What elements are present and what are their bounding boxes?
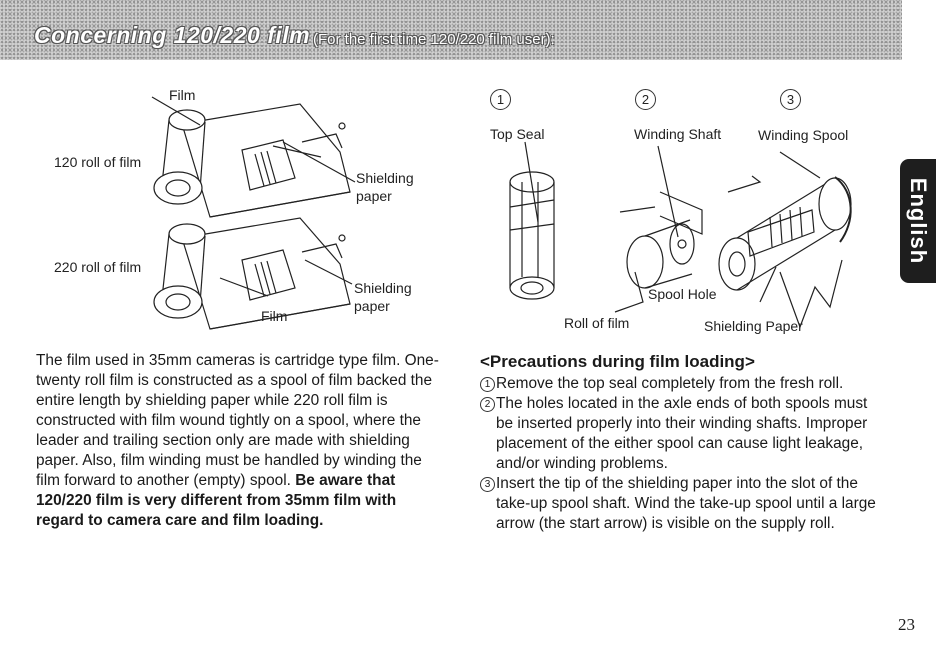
language-tab-label: English bbox=[906, 177, 931, 265]
label-shielding-1b: paper bbox=[356, 188, 392, 204]
label-spool-hole: Spool Hole bbox=[648, 286, 717, 302]
precaution-number: 1 bbox=[480, 377, 495, 392]
label-shielding-2a: Shielding bbox=[354, 280, 412, 296]
step-number-1: 1 bbox=[490, 89, 511, 110]
label-winding-shaft: Winding Shaft bbox=[634, 126, 722, 142]
film-roll-illustration bbox=[50, 82, 430, 337]
precaution-number: 2 bbox=[480, 397, 495, 412]
step-number-3: 3 bbox=[780, 89, 801, 110]
label-shielding-paper: Shielding Paper bbox=[704, 318, 803, 334]
section-header bbox=[0, 0, 902, 60]
precaution-number: 3 bbox=[480, 477, 495, 492]
intro-text: The film used in 35mm cameras is cartridge type film. One-twenty roll film is constructed as a spool of film backed the entire length by shielding paper while 220 roll film is constructed with film wound tightly on a spool, where the leader and trailing section only are made with shielding paper. Also, film winding must be handled by winding the film forward to another (empty) spool. bbox=[36, 352, 439, 489]
label-roll-of-film: Roll of film bbox=[564, 315, 630, 331]
intro-paragraph bbox=[36, 351, 448, 531]
section-subtitle: (For the first time 120/220 film user): bbox=[313, 31, 555, 48]
label-top-seal: Top Seal bbox=[490, 126, 545, 142]
label-220-roll: 220 roll of film bbox=[54, 259, 142, 275]
precaution-text: Remove the top seal completely from the fresh roll. bbox=[496, 375, 844, 392]
intro-emphasis: Be aware that 120/220 film is very different from 35mm film with regard to camera care and film loading. bbox=[36, 472, 397, 529]
loading-steps-illustration bbox=[480, 82, 870, 347]
step-number-2: 2 bbox=[635, 89, 656, 110]
label-shielding-2b: paper bbox=[354, 298, 390, 314]
loading-steps-drawing bbox=[480, 82, 870, 342]
language-tab bbox=[900, 159, 936, 283]
precautions-heading: <Precautions during film loading> bbox=[480, 352, 755, 371]
label-120-roll: 120 roll of film bbox=[54, 154, 142, 170]
label-film-top: Film bbox=[169, 87, 196, 103]
precaution-item bbox=[480, 374, 885, 394]
precaution-text: The holes located in the axle ends of both spools must be inserted properly into their winding shafts. Improper placement of the either spool can cause light leakage, and/or winding problems. bbox=[496, 395, 868, 472]
page-number: 23 bbox=[898, 615, 915, 634]
precaution-item bbox=[480, 394, 885, 474]
label-shielding-1a: Shielding bbox=[356, 170, 414, 186]
precautions-list bbox=[480, 374, 885, 534]
precaution-text: Insert the tip of the shielding paper into the slot of the take-up spool shaft. Wind the take-up spool until a large arrow (the start arrow) is visible on the supply roll. bbox=[496, 475, 876, 532]
label-film-bottom: Film bbox=[261, 308, 288, 324]
label-winding-spool: Winding Spool bbox=[758, 127, 849, 143]
precaution-item bbox=[480, 474, 885, 534]
section-title: Concerning 120/220 film bbox=[34, 22, 311, 48]
